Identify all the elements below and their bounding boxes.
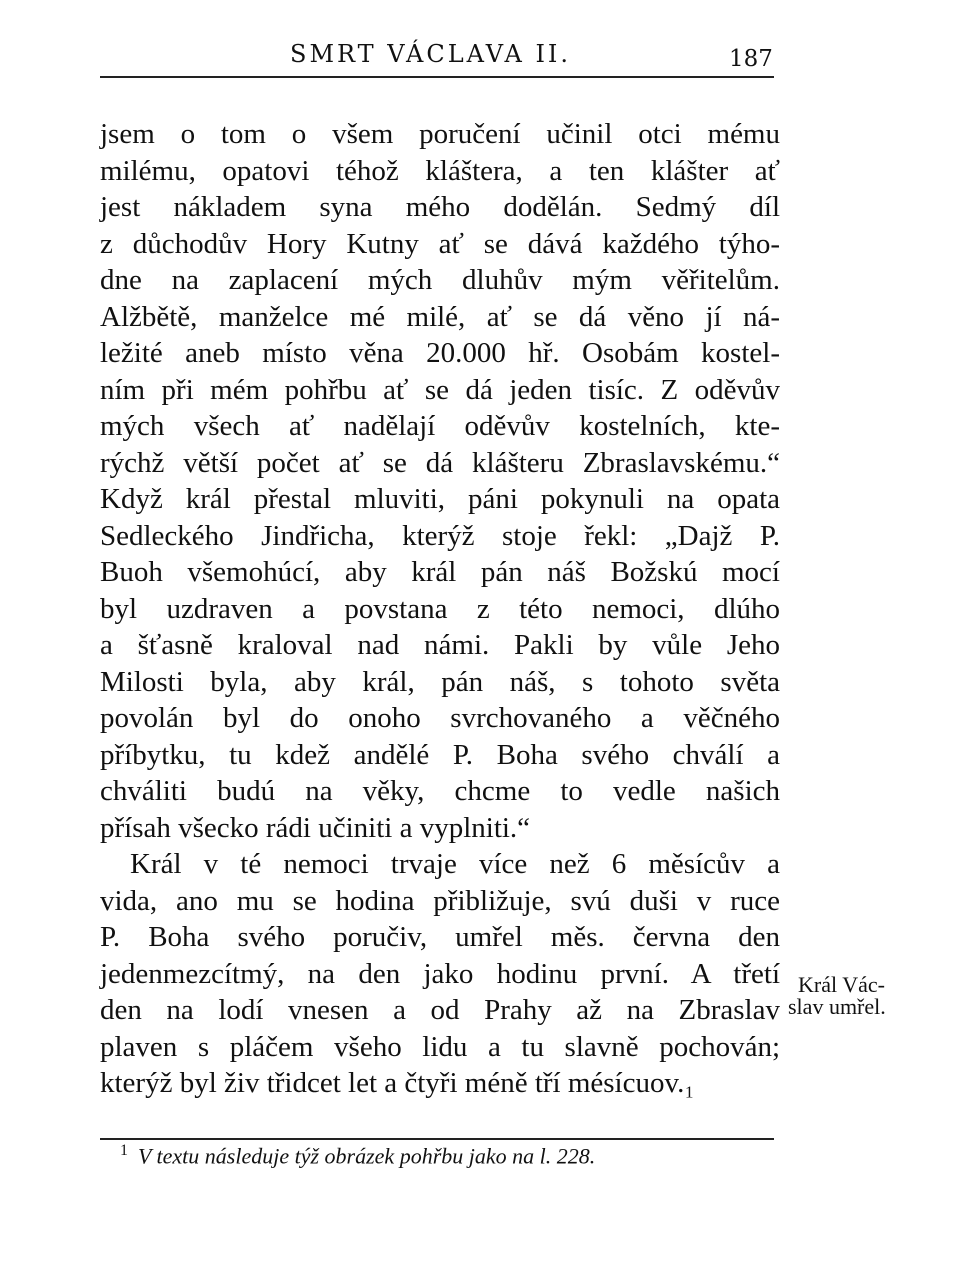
text-line: jedenmezcítmý, na den jako hodinu první. A třetí	[100, 957, 780, 990]
text-line: kterýž byl živ třidcet let a čtyři méně tří mésícuov.₁	[100, 1067, 695, 1099]
text-line: Buoh všemohúcí, aby král pán náš Božskú mocí	[100, 556, 780, 588]
marginal-note-line: Král Vác-	[798, 972, 885, 997]
text-line: Alžbětě, manželce mé milé, ať se dá věno jí ná-	[100, 300, 780, 333]
text-line: milému, opatovi téhož kláštera, a ten klášter ať	[100, 154, 780, 187]
header-rule	[100, 76, 774, 78]
text-line: přísah všecko rádi učiniti a vyplniti.“	[100, 811, 531, 844]
text-line: mých všech ať nadělají oděvův kostelních, kte-	[100, 410, 780, 442]
text-line: Milosti byla, aby král, pán náš, s tohoto světa	[100, 665, 780, 698]
page-header	[0, 40, 960, 80]
text-line: Sedleckého Jindřicha, kterýž stoje řekl: „Dajž P.	[100, 519, 780, 552]
running-title: SMRT VÁCLAVA II.	[290, 40, 572, 68]
text-line: ležité aneb místo věna 20.000 hř. Osobám kostel-	[100, 337, 780, 369]
marginal-note-line: slav umřel.	[788, 994, 886, 1019]
footnote-rule	[100, 1138, 774, 1140]
text-line: Král v té nemoci trvaje více než 6 měsícův a	[130, 848, 780, 880]
marginal-note	[788, 974, 958, 1018]
text-line: z důchodův Hory Kutny ať se dává každého týho-	[100, 227, 780, 260]
text-line: byl uzdraven a povstana z této nemoci, dlúho	[100, 592, 780, 625]
text-line: den na lodí vnesen a od Prahy až na Zbraslav	[100, 994, 780, 1026]
text-line: jest nákladem syna mého dodělán. Sedmý díl	[100, 191, 780, 223]
text-line: jsem o tom o všem poručení učinil otci mému	[100, 118, 780, 150]
text-line: Když král přestal mluviti, páni pokynuli na opata	[100, 483, 780, 515]
text-line: dne na zaplacení mých dluhův mým věřitelům.	[100, 264, 780, 296]
text-line: P. Boha svého poručiv, umřel měs. června den	[100, 921, 780, 953]
page-number: 187	[729, 46, 773, 72]
main-text	[100, 116, 780, 1102]
text-line: a šťasně kraloval nad námi. Pakli by vůle Jeho	[100, 629, 780, 661]
text-line: rýchž větší počet ať se dá klášteru Zbraslavskému.“	[100, 446, 780, 479]
footnote	[120, 1142, 780, 1169]
text-line: ním při mém pohřbu ať se dá jeden tisíc. Z oděvův	[100, 373, 780, 406]
text-line: chváliti budú na věky, chcme to vedle našich	[100, 775, 780, 807]
footnote-text: V textu následuje týž obrázek pohřbu jako na l. 228.	[138, 1143, 596, 1169]
text-line: plaven s pláčem všeho lidu a tu slavně pochován;	[100, 1030, 780, 1063]
text-line: vida, ano mu se hodina přibližuje, svú duši v ruce	[100, 884, 780, 917]
text-line: příbytku, tu kdež andělé P. Boha svého chválí a	[100, 738, 780, 771]
footnote-marker: 1	[120, 1142, 128, 1159]
text-line: povolán byl do onoho svrchovaného a věčného	[100, 702, 780, 734]
